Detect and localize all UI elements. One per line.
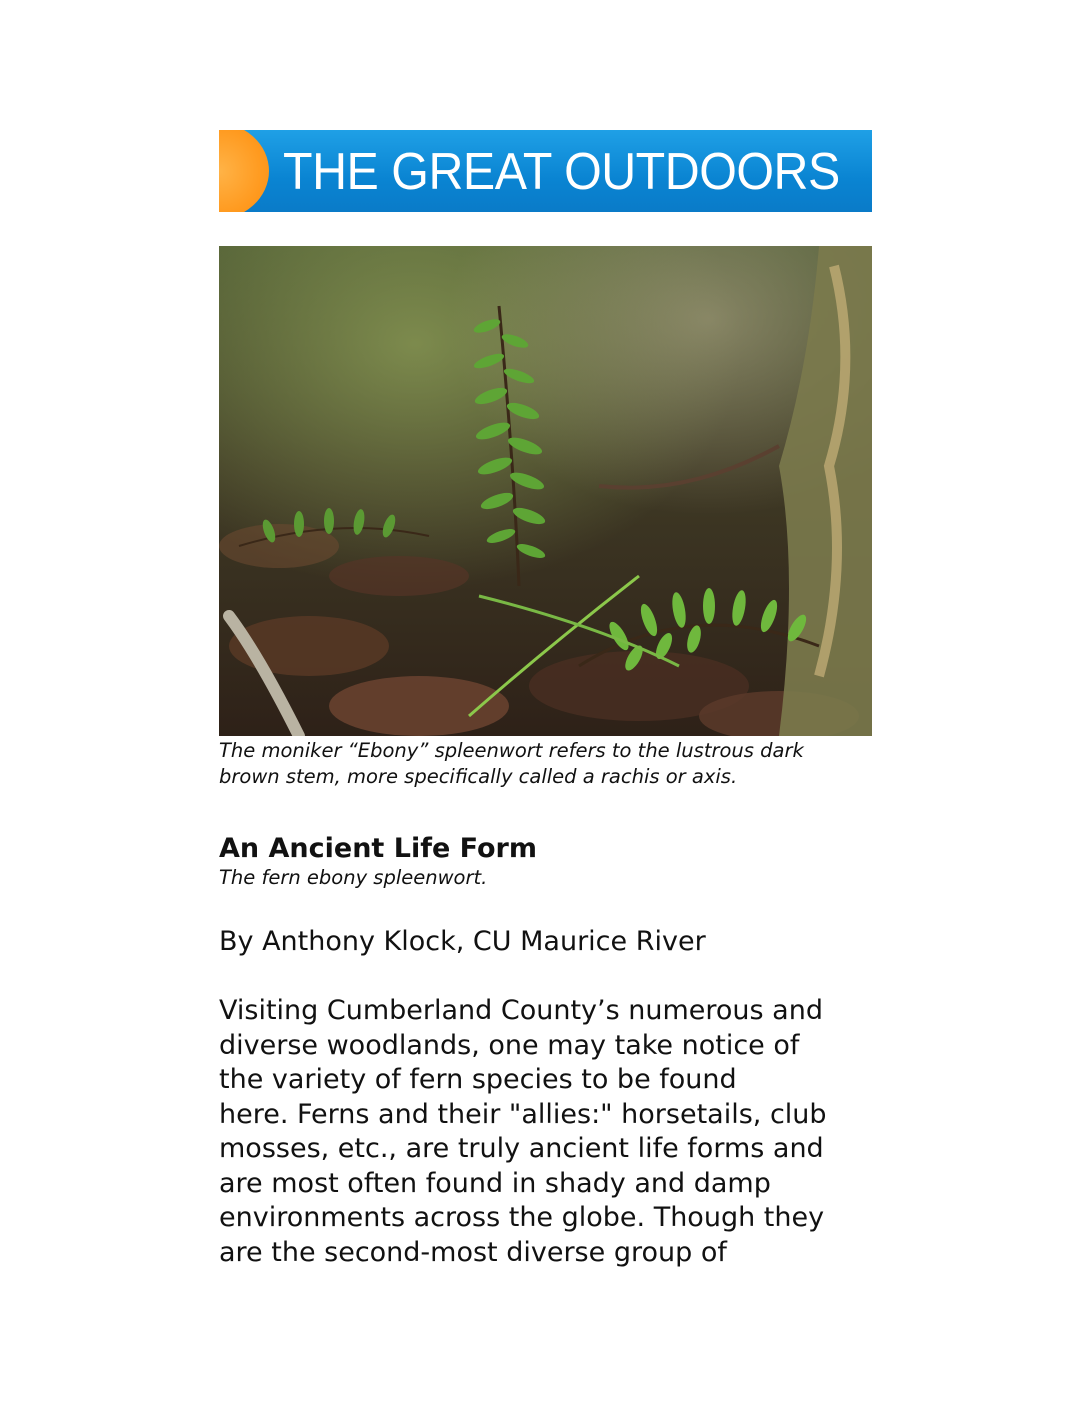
body-line: diverse woodlands, one may take notice of: [219, 1029, 800, 1061]
body-line: the variety of fern species to be found: [219, 1064, 737, 1095]
newsletter-banner: [219, 130, 872, 212]
body-line: are the second-most diverse group of: [219, 1236, 727, 1268]
caption-line: brown stem, more specifically called a rachis or axis.: [219, 765, 738, 788]
body-line: here. Ferns and their "allies:" horsetails, club: [219, 1098, 827, 1130]
article-body: [219, 994, 872, 1270]
photo-caption: [219, 738, 872, 790]
sun-logo-icon: [219, 130, 269, 212]
article-subhead: The fern ebony spleenwort.: [219, 866, 488, 889]
body-line: mosses, etc., are truly ancient life forms and: [219, 1133, 824, 1164]
fern-photo: [219, 246, 872, 736]
article-page: [219, 130, 872, 1270]
body-line: Visiting Cumberland County’s numerous and: [219, 995, 823, 1026]
article-byline: By Anthony Klock, CU Maurice River: [219, 926, 706, 957]
banner-title: THE GREAT OUTDOORS: [283, 143, 840, 201]
caption-line: The moniker “Ebony” spleenwort refers to the lustrous dark: [219, 739, 804, 762]
body-line: are most often found in shady and damp: [219, 1167, 771, 1199]
body-line: environments across the globe. Though they: [219, 1202, 825, 1233]
article-headline: An Ancient Life Form: [219, 833, 538, 864]
